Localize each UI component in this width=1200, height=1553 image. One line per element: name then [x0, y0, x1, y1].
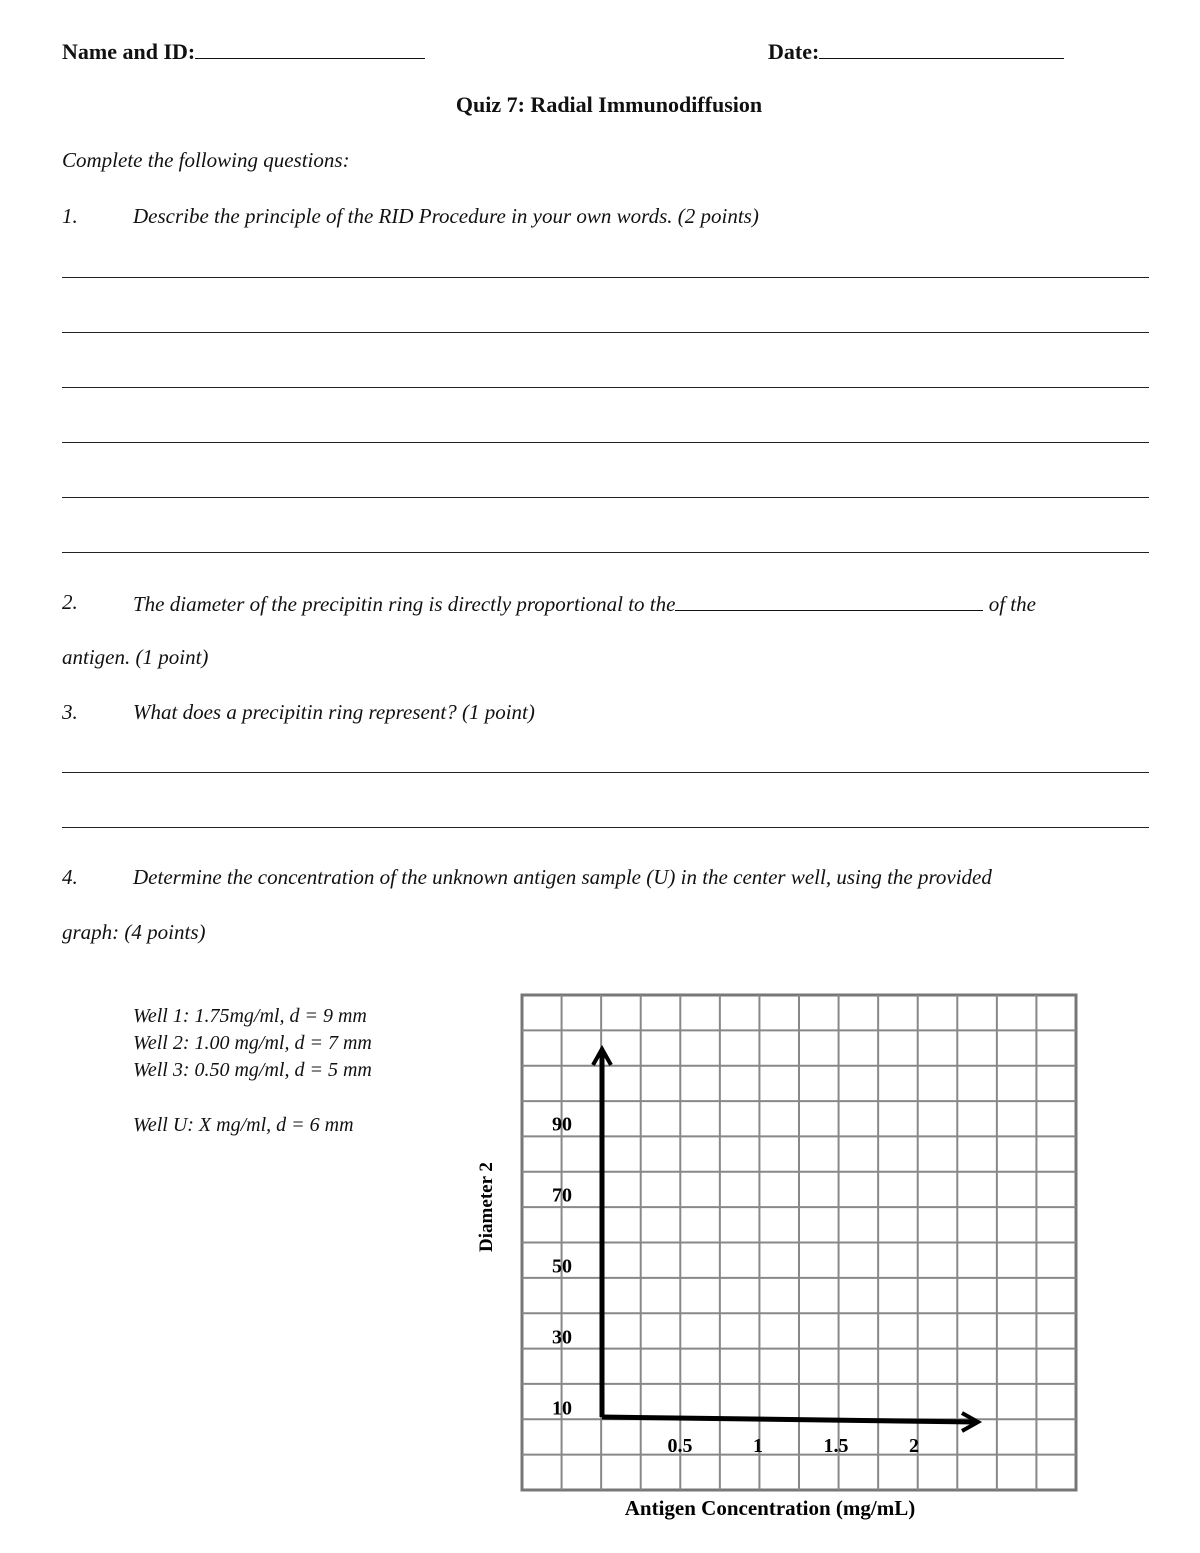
instructions: Complete the following questions: [62, 148, 350, 172]
question-4-text: Determine the concentration of the unknown antigen sample (U) in the center well, using the provided [133, 865, 992, 889]
x-tick-label: 0.5 [667, 1435, 693, 1457]
page-title: Quiz 7: Radial Immunodiffusion [455, 92, 763, 117]
answer-line[interactable] [62, 772, 1149, 773]
chart-axes [593, 1049, 978, 1431]
question-2-number: 2. [62, 590, 78, 614]
answer-line[interactable] [62, 497, 1149, 498]
question-2-text-before: The diameter of the precipitin ring is directly proportional to the [133, 592, 676, 616]
y-tick-label: 30 [552, 1326, 572, 1349]
question-2-text [133, 590, 1036, 616]
y-axis-label: Diameter 2 [476, 1162, 497, 1252]
wells-list [133, 1003, 372, 1139]
question-2-blank[interactable] [675, 590, 983, 611]
answer-line[interactable] [62, 442, 1149, 443]
well-2: Well 2: 1.00 mg/ml, d = 7 mm [133, 1032, 372, 1054]
answer-line[interactable] [62, 387, 1149, 388]
y-tick-label: 10 [552, 1397, 572, 1420]
chart [470, 985, 1090, 1540]
x-tick-label: 1.5 [823, 1435, 849, 1457]
well-1: Well 1: 1.75mg/ml, d = 9 mm [133, 1005, 367, 1027]
x-axis-line [602, 1417, 976, 1422]
well-3: Well 3: 0.50 mg/ml, d = 5 mm [133, 1059, 372, 1081]
date-blank[interactable] [819, 38, 1064, 59]
question-3-text: What does a precipitin ring represent? (1 point) [133, 700, 535, 724]
x-axis-label: Antigen Concentration (mg/mL) [624, 1496, 916, 1520]
well-u: Well U: X mg/ml, d = 6 mm [133, 1114, 354, 1136]
x-tick-label: 1 [753, 1435, 763, 1457]
y-tick-label: 70 [552, 1184, 572, 1207]
question-2-continuation: antigen. (1 point) [62, 645, 209, 669]
name-id-blank[interactable] [195, 38, 425, 59]
question-1-text: Describe the principle of the RID Procedure in your own words. (2 points) [133, 204, 759, 228]
question-4-number: 4. [62, 865, 78, 889]
date-label: Date: [768, 39, 820, 64]
question-4-continuation: graph: (4 points) [62, 920, 206, 944]
date-field [768, 38, 1064, 65]
question-3-number: 3. [62, 700, 78, 724]
question-2-text-after: of the [988, 592, 1036, 616]
name-id-field [62, 38, 425, 65]
answer-line[interactable] [62, 552, 1149, 553]
answer-line[interactable] [62, 827, 1149, 828]
y-tick-label: 90 [552, 1113, 572, 1136]
name-id-label: Name and ID: [62, 39, 196, 64]
y-tick-label: 50 [552, 1255, 572, 1278]
x-tick-label: 2 [909, 1435, 919, 1457]
answer-line[interactable] [62, 332, 1149, 333]
question-1-number: 1. [62, 204, 78, 228]
answer-line[interactable] [62, 277, 1149, 278]
